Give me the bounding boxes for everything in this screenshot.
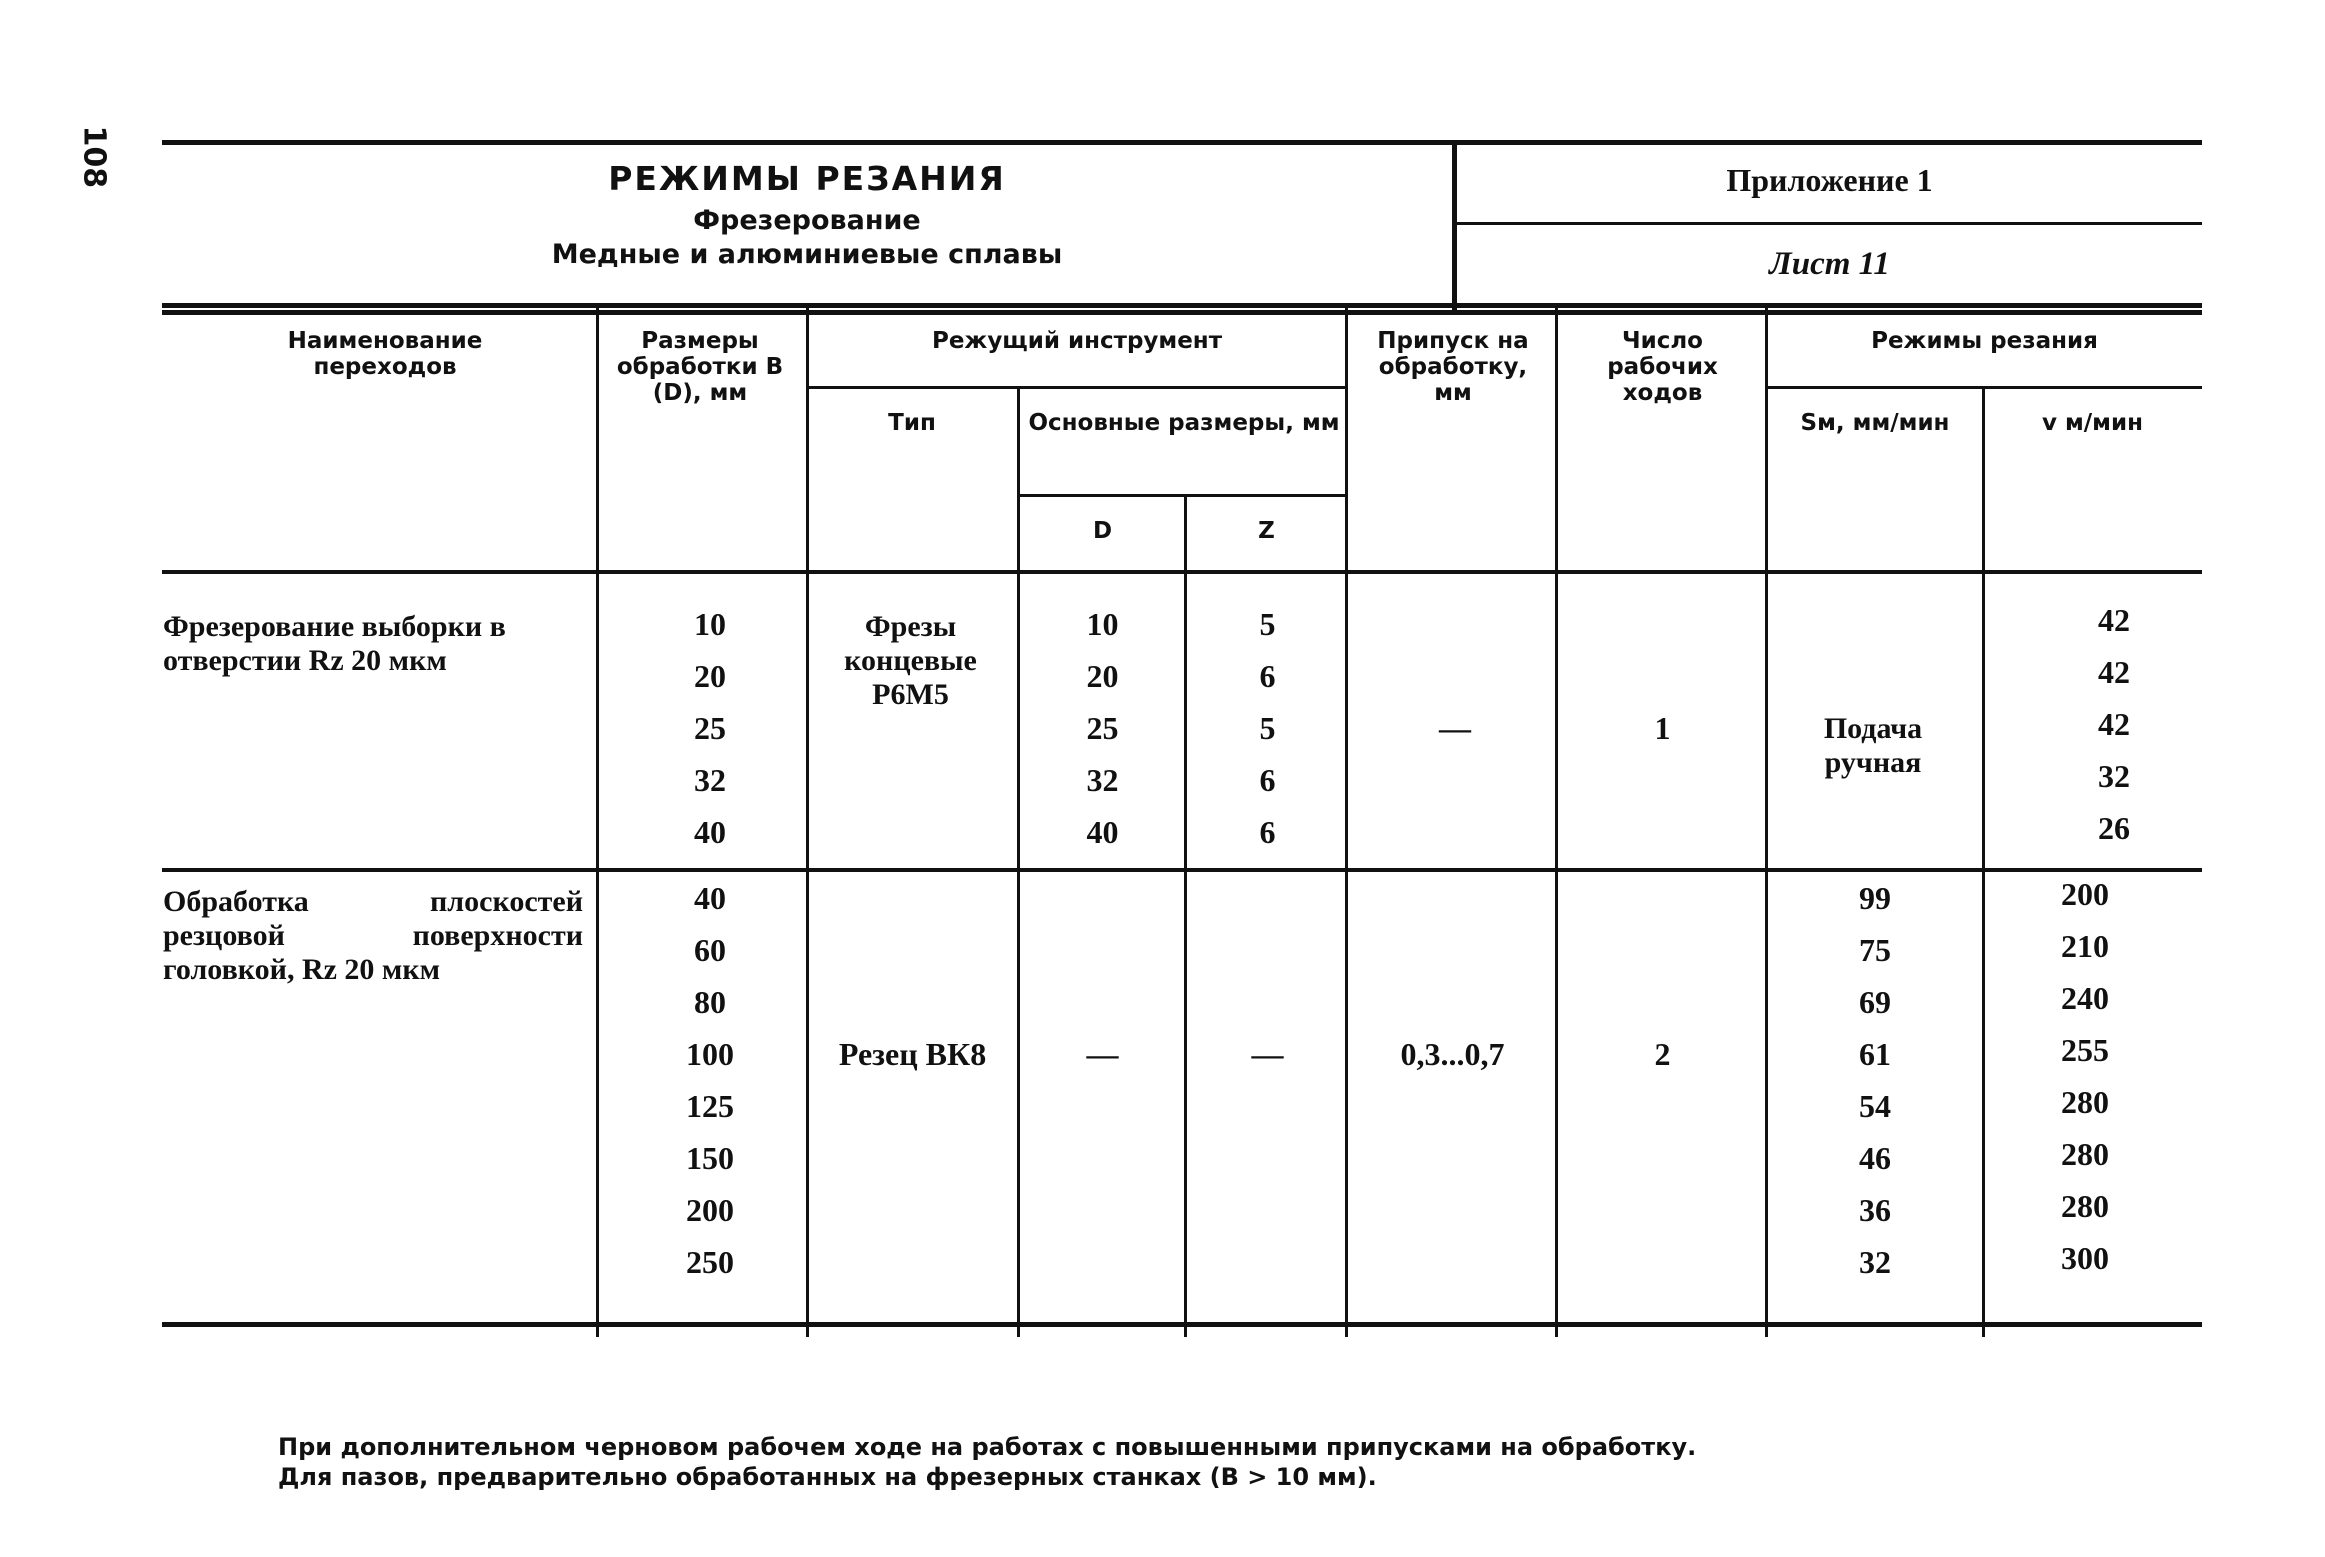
col-divider-3 xyxy=(1017,386,1020,1337)
col-header-tool-type: Тип xyxy=(888,410,936,436)
group2-feed: 32 xyxy=(1859,1244,1891,1280)
tool-size-subheader-rule xyxy=(1018,494,1348,497)
col-header-feed: Sм, мм/мин xyxy=(1800,410,1950,436)
group1-passes: 1 xyxy=(1654,710,1671,746)
group2-feed: 54 xyxy=(1859,1088,1891,1124)
col-divider-5 xyxy=(1345,305,1348,1337)
group1-z: 6 xyxy=(1259,658,1276,694)
group1-z: 6 xyxy=(1259,762,1276,798)
col-header-tool-d: D xyxy=(1092,518,1113,544)
col-header-tool-z: Z xyxy=(1258,518,1275,544)
col-header-speed: v м/мин xyxy=(2041,410,2143,436)
group1-speed: 42 xyxy=(2098,602,2130,638)
group2-feed: 46 xyxy=(1859,1140,1891,1176)
col-header-name: Наименование переходов xyxy=(287,328,483,380)
group2-feed: 61 xyxy=(1859,1036,1891,1072)
group2-size: 80 xyxy=(694,984,726,1020)
group1-z: 5 xyxy=(1259,606,1276,642)
table-group-rule xyxy=(162,868,2202,872)
group2-speed: 200 xyxy=(2061,876,2109,912)
sheet-label: Лист 11 xyxy=(1769,246,1890,282)
group2-size: 200 xyxy=(686,1192,734,1228)
col-header-passes: Число рабочих ходов xyxy=(1607,328,1718,406)
group2-allowance: 0,3...0,7 xyxy=(1400,1036,1505,1072)
group1-d: 10 xyxy=(1086,606,1119,642)
group1-d: 32 xyxy=(1086,762,1119,798)
group2-speed: 210 xyxy=(2061,928,2109,964)
group2-feed: 36 xyxy=(1859,1192,1891,1228)
group1-speed: 26 xyxy=(2098,810,2130,846)
group1-size: 10 xyxy=(694,606,726,642)
group2-feed: 99 xyxy=(1859,880,1891,916)
group1-allowance: — xyxy=(1439,710,1471,746)
group2-speed: 280 xyxy=(2061,1136,2109,1172)
group1-size: 25 xyxy=(694,710,726,746)
group1-d: 25 xyxy=(1086,710,1119,746)
table-bottom-rule xyxy=(162,1322,2202,1327)
col-header-allowance: Припуск на обработку, мм xyxy=(1377,328,1529,406)
group1-size: 20 xyxy=(694,658,726,694)
group2-speed: 280 xyxy=(2061,1084,2109,1120)
group2-size: 125 xyxy=(686,1088,734,1124)
group1-operation-name: Фрезерование выборки в отверстии Rz 20 мкм xyxy=(163,610,506,677)
group2-speed: 255 xyxy=(2061,1032,2109,1068)
col-header-tool: Режущий инструмент xyxy=(931,328,1223,354)
header-title: РЕЖИМЫ РЕЗАНИЯ xyxy=(608,159,1006,198)
col-divider-1 xyxy=(596,305,599,1337)
group2-speed: 240 xyxy=(2061,980,2109,1016)
page-number: 108 xyxy=(76,125,112,189)
col-header-size: Размеры обработки B (D), мм xyxy=(616,328,784,406)
col-header-tool-main-sizes: Основные размеры, мм xyxy=(1028,410,1340,436)
group1-feed: Подача ручная xyxy=(1823,712,1923,779)
header-subtitle-process: Фрезерование xyxy=(693,205,921,236)
document-header xyxy=(162,140,2202,315)
group1-size: 32 xyxy=(694,762,726,798)
group1-d: 40 xyxy=(1086,814,1119,850)
group2-tool-type: Резец ВК8 xyxy=(838,1036,987,1072)
group2-passes: 2 xyxy=(1654,1036,1671,1072)
col-divider-7 xyxy=(1765,305,1768,1337)
footnote xyxy=(278,1432,1696,1492)
group2-size: 60 xyxy=(694,932,726,968)
footnote-line-1: При дополнительном черновом рабочем ходе на работах с повышенными припусками на обработку. xyxy=(278,1433,1697,1461)
table-top-rule xyxy=(162,303,2202,308)
group2-feed: 75 xyxy=(1859,932,1891,968)
col-divider-6 xyxy=(1555,305,1558,1337)
header-subtitle-material: Медные и алюминиевые сплавы xyxy=(551,239,1063,270)
group1-tool-type: Фрезы концевые Р6М5 xyxy=(844,610,977,711)
group1-d: 20 xyxy=(1086,658,1119,694)
header-title-block xyxy=(162,145,1452,310)
group1-z: 5 xyxy=(1259,710,1276,746)
table-header-rule xyxy=(162,570,2202,574)
group2-size: 40 xyxy=(694,880,726,916)
group2-speed: 300 xyxy=(2061,1240,2109,1276)
group1-z: 6 xyxy=(1259,814,1276,850)
group1-speed: 32 xyxy=(2098,758,2130,794)
footnote-line-2: Для пазов, предварительно обработанных на фрезерных станках (B > 10 мм). xyxy=(278,1463,1377,1491)
group2-operation-name: Обработка плоскостей резцовой поверхности головкой, Rz 20 мкм xyxy=(163,885,583,986)
header-ref-block xyxy=(1457,145,2202,310)
group1-size: 40 xyxy=(694,814,726,850)
group2-size: 150 xyxy=(686,1140,734,1176)
appendix-label: Приложение 1 xyxy=(1457,145,2202,225)
group2-size: 250 xyxy=(686,1244,734,1280)
col-header-modes: Режимы резания xyxy=(1871,328,2098,354)
col-divider-8 xyxy=(1982,388,1985,1337)
tool-subheader-rule xyxy=(808,386,1348,389)
col-divider-2 xyxy=(806,305,809,1337)
group2-speed: 280 xyxy=(2061,1188,2109,1224)
group2-d: — xyxy=(1086,1036,1119,1072)
group2-feed: 69 xyxy=(1859,984,1891,1020)
group2-z: — xyxy=(1251,1036,1284,1072)
group1-speed: 42 xyxy=(2098,706,2130,742)
group2-size: 100 xyxy=(686,1036,734,1072)
col-divider-4 xyxy=(1184,494,1187,1337)
group1-speed: 42 xyxy=(2098,654,2130,690)
